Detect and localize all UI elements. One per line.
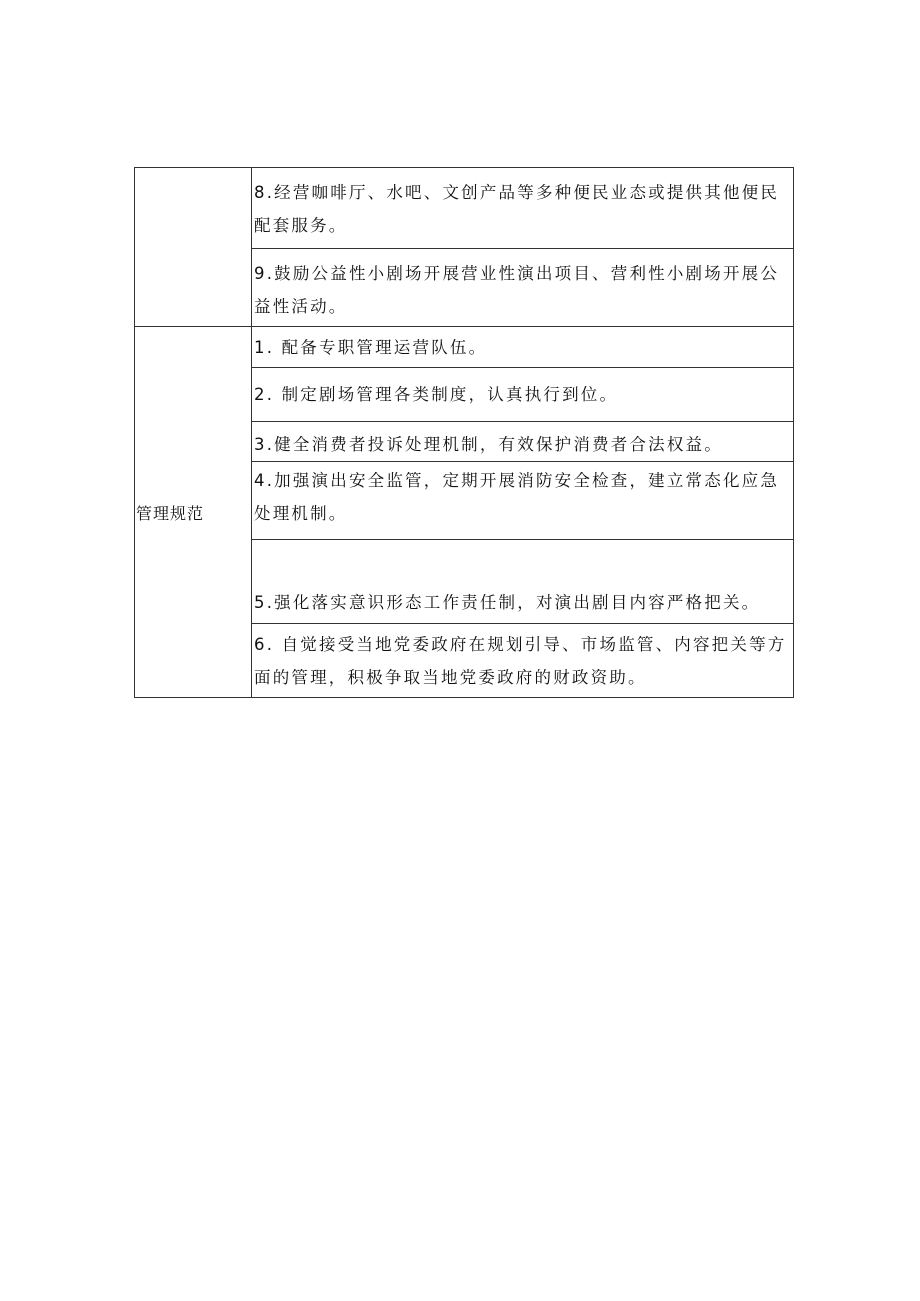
table-row-item-5: 5.强化落实意识形态工作责任制，对演出剧目内容严格把关。	[252, 539, 793, 623]
group-items	[252, 327, 793, 697]
table-row-item-8: 8.经营咖啡厅、水吧、文创产品等多种便民业态或提供其他便民配套服务。	[254, 183, 780, 235]
table-row-item-3: 3.健全消费者投诉处理机制，有效保护消费者合法权益。	[252, 421, 793, 461]
standards-table	[134, 167, 794, 698]
table-group-management	[135, 326, 793, 697]
table-row-item-9: 9.鼓励公益性小剧场开展营业性演出项目、营利性小剧场开展公益性活动。	[252, 248, 793, 326]
table-row-item-2: 2. 制定剧场管理各类制度，认真执行到位。	[252, 367, 793, 421]
table-row-item-1: 1. 配备专职管理运营队伍。	[254, 338, 488, 357]
group-items	[252, 168, 793, 326]
category-label-empty	[135, 168, 252, 326]
category-label-management: 管理规范	[135, 327, 252, 697]
table-group-services	[135, 168, 793, 326]
table-row-item-6: 6. 自觉接受当地党委政府在规划引导、市场监管、内容把关等方面的管理，积极争取当地党委政府的财政资助。	[252, 623, 793, 697]
table-row-item-4: 4.加强演出安全监管，定期开展消防安全检查，建立常态化应急处理机制。	[252, 461, 793, 539]
